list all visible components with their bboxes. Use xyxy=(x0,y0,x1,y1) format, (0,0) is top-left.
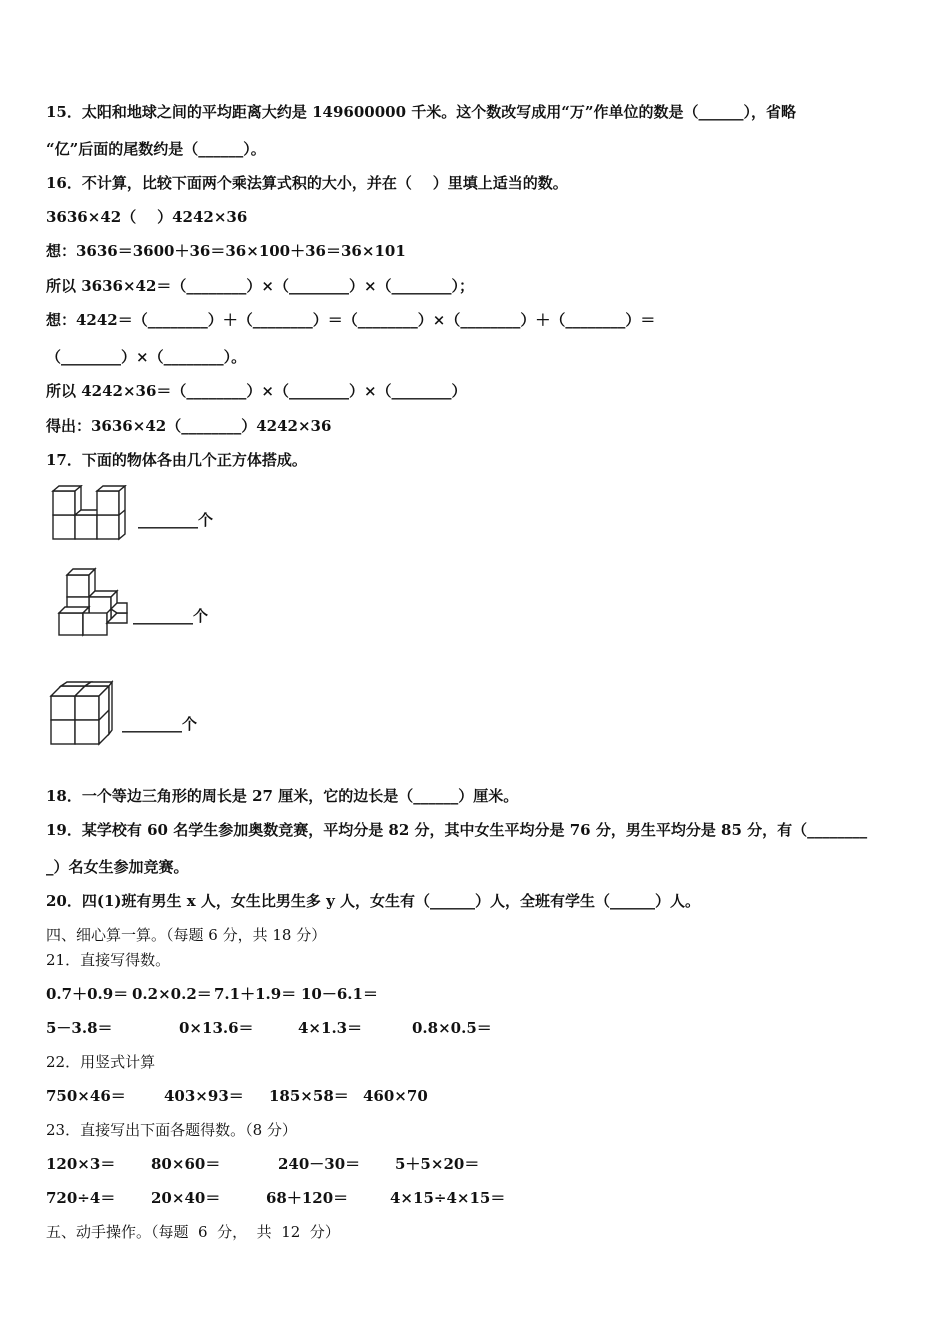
q21-item: 0.8×0.5＝ xyxy=(412,1019,492,1037)
q16-so1: 所以 3636×42＝（________）×（________）×（________）； xyxy=(46,277,475,295)
q16-title: 16．不计算，比较下面两个乘法算式积的大小，并在（ ）里填上适当的数。 xyxy=(46,174,568,192)
q23-item: 240－30＝ xyxy=(278,1155,361,1173)
q17-blank-1: ________个 xyxy=(138,511,214,529)
q16-result: 得出：3636×42（________）4242×36 xyxy=(46,417,332,435)
q16-think1: 想：3636＝3600＋36＝36×100＋36＝36×101 xyxy=(46,242,406,260)
q21-item: 4×1.3＝ xyxy=(298,1019,363,1037)
q22-item: 403×93＝ xyxy=(164,1087,244,1105)
section5-title: 五、动手操作。（每题 6 分， 共 12 分） xyxy=(46,1223,340,1241)
q22-item: 750×46＝ xyxy=(46,1087,126,1105)
q23-item: 720÷4＝ xyxy=(46,1189,116,1207)
cube-figure-3 xyxy=(48,680,116,748)
q21-item: 7.1＋1.9＝ xyxy=(214,985,297,1003)
q21-item: 0.2×0.2＝ xyxy=(132,985,212,1003)
q17-title: 17．下面的物体各由几个正方体搭成。 xyxy=(46,451,307,469)
q22-item: 185×58＝ xyxy=(269,1087,349,1105)
q23-item: 4×15÷4×15＝ xyxy=(390,1189,506,1207)
q21-item: 0×13.6＝ xyxy=(179,1019,254,1037)
q22-item: 460×70 xyxy=(363,1087,428,1105)
q15-line1: 15．太阳和地球之间的平均距离大约是 149600000 千米。这个数改写成用“万”作单位的数是（______），省略 xyxy=(46,103,797,121)
q16-expression: 3636×42（ ）4242×36 xyxy=(46,208,248,226)
q17-blank-3: ________个 xyxy=(122,715,198,733)
q21-item: 0.7＋0.9＝ xyxy=(46,985,129,1003)
cube-figure-1 xyxy=(50,485,134,543)
q21-item: 5－3.8＝ xyxy=(46,1019,113,1037)
q23-item: 80×60＝ xyxy=(151,1155,221,1173)
q22-title: 22．用竖式计算 xyxy=(46,1053,156,1071)
q19-line2: _）名女生参加竞赛。 xyxy=(46,858,189,876)
q16-think2b: （________）×（________）。 xyxy=(46,348,247,366)
q20-text: 20．四(1)班有男生 x 人，女生比男生多 y 人，女生有（______）人，全班有学生（______）人。 xyxy=(46,892,701,910)
q19-line1: 19．某学校有 60 名学生参加奥数竞赛，平均分是 82 分，其中女生平均分是 76 分，男生平均分是 85 分，有（________ xyxy=(46,821,868,839)
q23-title: 23．直接写出下面各题得数。（8 分） xyxy=(46,1121,297,1139)
q16-so2: 所以 4242×36＝（________）×（________）×（________） xyxy=(46,382,467,400)
q16-think2: 想：4242＝（________）＋（________）＝（________）×（________）＋（________）＝ xyxy=(46,311,656,329)
q21-item: 10－6.1＝ xyxy=(301,985,378,1003)
q23-item: 120×3＝ xyxy=(46,1155,116,1173)
q18-text: 18．一个等边三角形的周长是 27 厘米，它的边长是（______）厘米。 xyxy=(46,787,519,805)
q21-title: 21．直接写得数。 xyxy=(46,951,171,969)
cube-figure-2 xyxy=(55,567,131,639)
section4-title: 四、细心算一算。（每题 6 分，共 18 分） xyxy=(46,926,327,944)
q23-item: 20×40＝ xyxy=(151,1189,221,1207)
q23-item: 5＋5×20＝ xyxy=(395,1155,480,1173)
q23-item: 68＋120＝ xyxy=(266,1189,349,1207)
q17-blank-2: ________个 xyxy=(133,607,209,625)
q15-line2: “亿”后面的尾数约是（______）。 xyxy=(46,140,266,158)
